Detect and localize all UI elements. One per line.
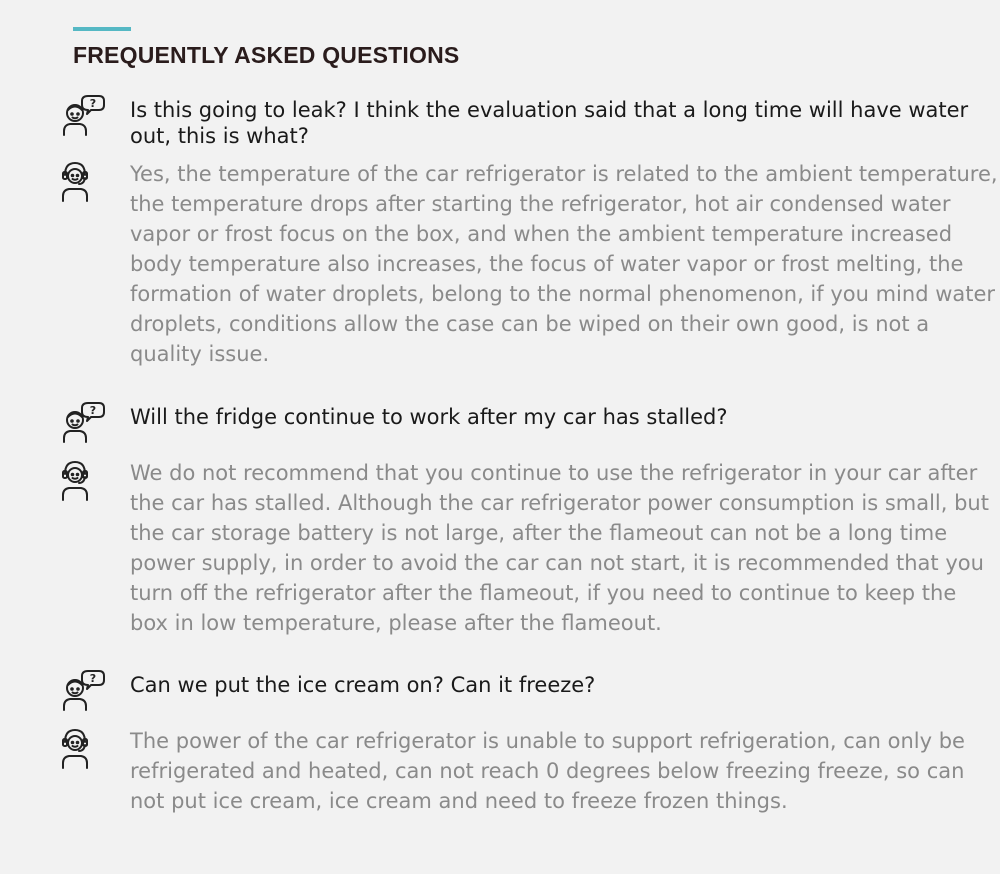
- svg-text:?: ?: [89, 97, 97, 110]
- faq-item: [0, 672, 1000, 816]
- question-person-icon: [58, 398, 106, 446]
- question-text: Can we put the ice cream on? Can it freeze?: [130, 673, 596, 697]
- question-row: [0, 97, 1000, 149]
- answer-row: [0, 458, 1000, 638]
- answer-text: Yes, the temperature of the car refrigerator is related to the ambient temperature, the temperature drops after starting the refrigerator, hot air condensed water vapor or frost focus on the box, and when the ambient temperature increased body temperature also increases, the focus of water vapor or frost melting, the formation of water droplets, belong to the normal phenomenon, if you mind water droplets, conditions allow the case can be wiped on their own good, is not a quality issue.: [130, 162, 998, 366]
- question-row: [0, 672, 1000, 698]
- answer-person-icon: [58, 456, 106, 504]
- question-text: Will the fridge continue to work after my car has stalled?: [130, 405, 728, 429]
- svg-text:?: ?: [89, 672, 97, 685]
- svg-text:?: ?: [89, 404, 97, 417]
- answer-person-icon: [58, 157, 106, 205]
- faq-title: FREQUENTLY ASKED QUESTIONS: [73, 42, 460, 68]
- answer-person-icon: [58, 724, 106, 772]
- answer-row: [0, 726, 1000, 816]
- question-person-icon: [58, 666, 106, 714]
- answer-text: The power of the car refrigerator is unable to support refrigeration, can only be refrigerated and heated, can not reach 0 degrees below freezing freeze, so can not put ice cream, ice cream and need to freeze frozen things.: [130, 729, 965, 813]
- title-accent-bar: [73, 27, 131, 31]
- question-text: Is this going to leak? I think the evaluation said that a long time will have water out, this is what?: [130, 98, 969, 148]
- faq-item: [0, 97, 1000, 369]
- answer-row: [0, 159, 1000, 369]
- answer-text: We do not recommend that you continue to use the refrigerator in your car after the car has stalled. Although the car refrigerator power consumption is small, but the car storage battery is not large, after the flameout can not be a long time power supply, in order to avoid the car can not start, it is recommended that you turn off the refrigerator after the flameout, if you need to continue to keep the box in low temperature, please after the flameout.: [130, 461, 989, 635]
- faq-item: [0, 404, 1000, 638]
- question-person-icon: [58, 91, 106, 139]
- question-row: [0, 404, 1000, 430]
